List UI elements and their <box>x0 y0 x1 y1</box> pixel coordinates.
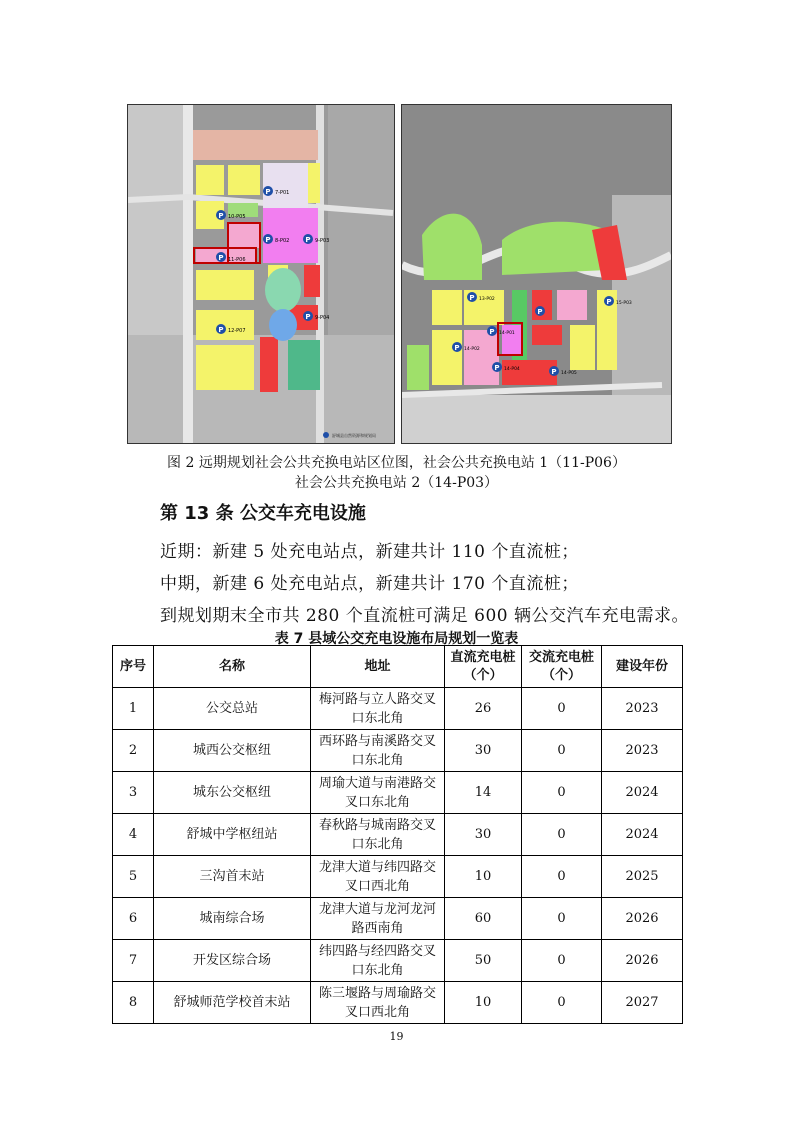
cell-year: 2026 <box>602 940 683 982</box>
cell-address: 梅河路与立人路交叉口东北角 <box>311 688 445 730</box>
cell-address: 龙津大道与龙河龙河路西南角 <box>311 898 445 940</box>
bus-charging-table <box>112 645 683 1024</box>
table-row <box>113 688 683 730</box>
svg-text:P: P <box>551 368 557 376</box>
cell-name: 公交总站 <box>154 688 311 730</box>
svg-text:P: P <box>469 294 475 302</box>
cell-index: 5 <box>113 856 154 898</box>
table-row <box>113 940 683 982</box>
header-index: 序号 <box>113 646 154 688</box>
paragraph: 到规划期末全市共 280 个直流桩可满足 600 辆公交汽车充电需求。 <box>160 606 690 626</box>
cell-year: 2027 <box>602 982 683 1024</box>
cell-address: 陈三堰路与周瑜路交叉口西北角 <box>311 982 445 1024</box>
svg-text:P: P <box>537 308 543 316</box>
cell-index: 7 <box>113 940 154 982</box>
figure-caption: 图 2 远期规划社会公共充换电站区位图，社会公共充换电站 1（11-P06） <box>167 455 626 471</box>
svg-text:P: P <box>265 236 271 244</box>
map1-label: 9-P04 <box>315 315 330 321</box>
cell-dc: 10 <box>445 856 522 898</box>
page-number: 19 <box>389 1030 404 1043</box>
cell-name: 舒城中学枢纽站 <box>154 814 311 856</box>
cell-index: 3 <box>113 772 154 814</box>
svg-text:P: P <box>494 364 500 372</box>
cell-dc: 30 <box>445 814 522 856</box>
map2-label: 13-P02 <box>479 297 495 302</box>
header-year: 建设年份 <box>602 646 683 688</box>
svg-text:P: P <box>265 188 271 196</box>
cell-ac: 0 <box>522 814 602 856</box>
map1-label: 9-P03 <box>315 238 330 244</box>
figure-caption-line2: 社会公共充换电站 2（14-P03） <box>294 475 499 491</box>
cell-index: 4 <box>113 814 154 856</box>
table-row <box>113 772 683 814</box>
table-row <box>113 814 683 856</box>
cell-ac: 0 <box>522 898 602 940</box>
cell-address: 龙津大道与纬四路交叉口西北角 <box>311 856 445 898</box>
svg-text:P: P <box>218 326 224 334</box>
svg-text:P: P <box>454 344 460 352</box>
svg-text:P: P <box>218 212 224 220</box>
map2-label: 14-P05 <box>561 371 577 376</box>
cell-dc: 10 <box>445 982 522 1024</box>
svg-text:P: P <box>305 313 311 321</box>
cell-dc: 26 <box>445 688 522 730</box>
paragraph: 近期：新建 5 处充电站点，新建共计 110 个直流桩； <box>160 542 579 562</box>
paragraph: 中期，新建 6 处充电站点，新建共计 170 个直流桩； <box>160 574 579 594</box>
cell-dc: 60 <box>445 898 522 940</box>
cell-ac: 0 <box>522 856 602 898</box>
planning-map-left <box>127 104 395 444</box>
map1-label: 8-P02 <box>275 238 290 244</box>
map2-label: 14-P02 <box>464 347 480 352</box>
cell-name: 城南综合场 <box>154 898 311 940</box>
svg-text:P: P <box>218 254 224 262</box>
cell-name: 开发区综合场 <box>154 940 311 982</box>
map1-label: 10-P05 <box>228 214 246 220</box>
cell-name: 城西公交枢纽 <box>154 730 311 772</box>
cell-year: 2025 <box>602 856 683 898</box>
cell-ac: 0 <box>522 772 602 814</box>
map1-label: 11-P06 <box>228 257 246 263</box>
cell-dc: 30 <box>445 730 522 772</box>
table-row <box>113 898 683 940</box>
cell-year: 2024 <box>602 814 683 856</box>
header-address: 地址 <box>311 646 445 688</box>
cell-year: 2023 <box>602 688 683 730</box>
cell-address: 春秋路与城南路交叉口东北角 <box>311 814 445 856</box>
cell-index: 1 <box>113 688 154 730</box>
cell-index: 8 <box>113 982 154 1024</box>
cell-name: 城东公交枢纽 <box>154 772 311 814</box>
cell-address: 周瑜大道与南港路交叉口东北角 <box>311 772 445 814</box>
header-dc: 直流充电桩（个） <box>445 646 522 688</box>
cell-year: 2023 <box>602 730 683 772</box>
cell-address: 西环路与南溪路交叉口东北角 <box>311 730 445 772</box>
svg-text:P: P <box>606 298 612 306</box>
section-heading: 第 13 条 公交车充电设施 <box>160 503 366 524</box>
cell-name: 舒城师范学校首末站 <box>154 982 311 1024</box>
table-header-row <box>113 646 683 688</box>
planning-map-right <box>401 104 672 444</box>
table-title: 表 7 县域公交充电设施布局规划一览表 <box>274 631 519 647</box>
map2-label: 14-P04 <box>504 367 520 372</box>
map2-label: 15-P03 <box>616 301 632 306</box>
table-row <box>113 856 683 898</box>
map2-label: 14-P01 <box>499 331 515 336</box>
svg-text:P: P <box>489 328 495 336</box>
header-name: 名称 <box>154 646 311 688</box>
cell-address: 纬四路与经四路交叉口东北角 <box>311 940 445 982</box>
cell-ac: 0 <box>522 688 602 730</box>
cell-index: 2 <box>113 730 154 772</box>
cell-year: 2024 <box>602 772 683 814</box>
cell-ac: 0 <box>522 730 602 772</box>
cell-ac: 0 <box>522 982 602 1024</box>
cell-year: 2026 <box>602 898 683 940</box>
map1-watermark: 舒城县自然资源和规划局 <box>332 433 376 438</box>
map1-label: 12-P07 <box>228 328 246 334</box>
cell-ac: 0 <box>522 940 602 982</box>
cell-dc: 50 <box>445 940 522 982</box>
header-ac: 交流充电桩（个） <box>522 646 602 688</box>
table-row <box>113 730 683 772</box>
map1-label: 7-P01 <box>275 190 290 196</box>
cell-index: 6 <box>113 898 154 940</box>
svg-text:P: P <box>305 236 311 244</box>
cell-dc: 14 <box>445 772 522 814</box>
cell-name: 三沟首末站 <box>154 856 311 898</box>
table-row <box>113 982 683 1024</box>
